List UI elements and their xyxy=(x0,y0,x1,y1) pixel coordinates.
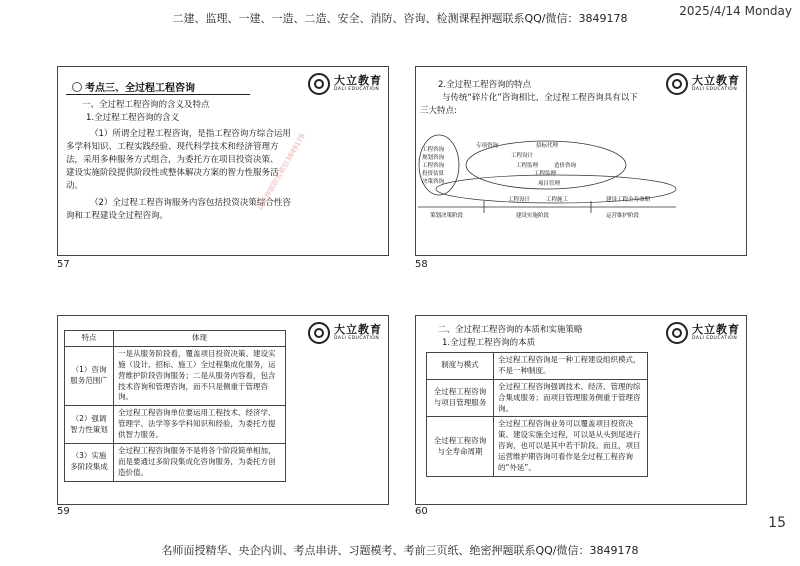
section-heading: 二、全过程工程咨询的本质和实施策略 xyxy=(438,325,583,335)
diagram-label: 决策咨询 xyxy=(422,179,445,185)
phase-label: 策划决策阶段 xyxy=(430,213,464,219)
diagram-label: 工程咨询 xyxy=(422,163,445,169)
slide-57 xyxy=(57,66,389,256)
table-header-row xyxy=(65,331,286,347)
para-line: 与传统“碎片化”咨询相比，全过程工程咨询具有以下 xyxy=(442,93,638,103)
para-line: （2）全过程工程咨询服务内容包括投资决策综合性咨 xyxy=(90,198,291,208)
para-line: 动。 xyxy=(66,181,84,191)
diagram-label: 工程施工 xyxy=(546,197,569,203)
dali-logo-icon xyxy=(666,322,688,344)
table-cell: （2）强调智力性策划 xyxy=(65,406,114,444)
logo: 大立教育 DALI EDUCATION xyxy=(666,322,740,344)
document-header: 二建、监理、一建、一造、二造、安全、消防、咨询、检测课程押题联系QQ/微信：3849178 xyxy=(172,12,628,25)
table-cell: 制度与模式 xyxy=(427,353,494,380)
diagram-label: 工程监理 xyxy=(516,163,539,169)
para-line: 建设实施阶段提供阶段性或整体解决方案的智力性服务活 xyxy=(66,168,279,178)
slide-number: 59 xyxy=(57,506,70,517)
slide-60 xyxy=(415,315,747,505)
para-line: 法，采用多种服务方式组合，为委托方在项目投资决策、 xyxy=(66,155,279,165)
table-cell: （1）咨询服务范围广 xyxy=(65,346,114,405)
logo: 大立教育 DALI EDUCATION xyxy=(308,73,382,95)
diagram-label: 工程设计 xyxy=(508,197,531,203)
essence-table xyxy=(426,352,648,477)
dali-logo-icon xyxy=(308,73,330,95)
para-line: （1）所谓全过程工程咨询，是指工程咨询方综合运用 xyxy=(90,129,291,139)
slide-title: 考点三、全过程工程咨询 xyxy=(66,79,250,95)
features-table xyxy=(64,330,286,482)
table-cell: 全过程工程咨询与项目管理服务 xyxy=(427,379,494,417)
slide-number: 57 xyxy=(57,259,70,270)
slide-number: 58 xyxy=(415,259,428,270)
diagram-label: 工程咨询 xyxy=(422,147,445,153)
table-row xyxy=(65,346,286,405)
diagram-label: 工程监理 xyxy=(534,171,557,177)
dali-logo-icon xyxy=(308,322,330,344)
table-row xyxy=(427,353,648,380)
consulting-diagram xyxy=(416,119,746,229)
table-header: 体现 xyxy=(114,331,286,347)
slide-59 xyxy=(57,315,389,505)
diagram-label: 建设工程全寿命期 xyxy=(606,197,651,203)
bullet-circle-icon xyxy=(72,82,82,92)
para-line: 多学科知识、工程实践经验、现代科学技术和经济管理方 xyxy=(66,142,279,152)
table-cell: 全过程工程咨询单位要运用工程技术、经济学、管理学、法学等多学科知识和经验，为委托方提供智力服务。 xyxy=(114,406,286,444)
diagram-label: 专项咨询 xyxy=(476,143,499,149)
document-footer: 名师面授精华、央企内训、考点串讲、习题模考、考前三页纸、绝密押题联系QQ/微信：3849178 xyxy=(161,544,639,557)
slide-58 xyxy=(415,66,747,256)
table-row xyxy=(427,417,648,476)
slide-number: 60 xyxy=(415,506,428,517)
subheading: 1.全过程工程咨询的含义 xyxy=(86,113,180,123)
para-line: 询和工程建设全过程咨询。 xyxy=(66,211,169,221)
phase-label: 运营维护阶段 xyxy=(606,213,640,219)
subheading: 1.全过程工程咨询的本质 xyxy=(442,338,536,348)
diagram-label: 规划咨询 xyxy=(422,155,445,161)
table-cell: 全过程工程咨询业务可以覆盖项目投资决策、建设实施全过程，可以是从头到尾进行咨询，也可以是其中若干阶段。而且，项目运营维护期咨询可看作是全过程工程咨询的“外延”。 xyxy=(494,417,648,476)
logo: 大立教育 DALI EDUCATION xyxy=(666,73,740,95)
section-heading: 一、全过程工程咨询的含义及特点 xyxy=(82,100,210,110)
table-row xyxy=(65,406,286,444)
table-header: 特点 xyxy=(65,331,114,347)
table-cell: 全过程工程咨询与全寿命周期 xyxy=(427,417,494,476)
dali-logo-icon xyxy=(666,73,688,95)
diagram-label: 造价咨询 xyxy=(554,163,577,169)
table-row xyxy=(65,443,286,481)
para-line: 三大特点: xyxy=(420,106,457,116)
table-cell: 全过程工程咨询是一种工程建设组织模式，不是一种制度。 xyxy=(494,353,648,380)
phase-label: 建设实施阶段 xyxy=(516,213,550,219)
diagram-label: 工程设计 xyxy=(511,153,534,159)
diagram-label: 招标代理 xyxy=(536,143,559,149)
page-number: 15 xyxy=(768,515,786,531)
date-stamp: 2025/4/14 Monday xyxy=(679,4,792,18)
table-cell: 全过程工程咨询强调技术、经济、管理的综合集成服务；而项目管理服务侧重于管理咨询。 xyxy=(494,379,648,417)
diagram-label: 投资估算 xyxy=(422,171,445,177)
table-cell: 全过程工程咨询服务不是将各个阶段简单相加，而是要通过多阶段集成化咨询服务，为委托方创造价值。 xyxy=(114,443,286,481)
subheading: 2.全过程工程咨询的特点 xyxy=(438,80,532,90)
table-cell: （3）实施多阶段集成 xyxy=(65,443,114,481)
table-row xyxy=(427,379,648,417)
watermark: 请勿押题联系微信3849178 xyxy=(256,132,307,212)
diagram-label: 项目管理 xyxy=(538,181,561,187)
table-cell: 一是从服务阶段看，覆盖项目投资决策、建设实施（设计、招标、施工）全过程集成化服务，运营维护阶段咨询服务；二是从服务内容看，包含技术咨询和管理咨询，而不只是侧重于管理咨询。 xyxy=(114,346,286,405)
logo: 大立教育 DALI EDUCATION xyxy=(308,322,382,344)
